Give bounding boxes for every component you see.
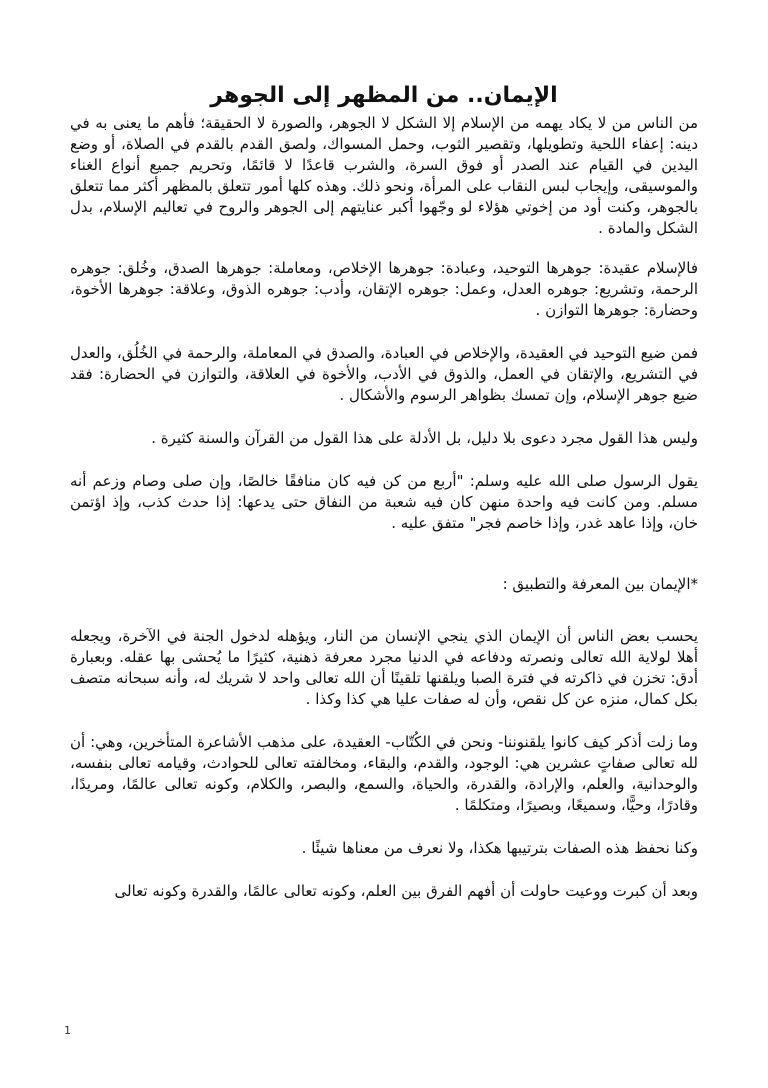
- paragraph-essence-list: فالإسلام عقيدة: جوهرها التوحيد، وعبادة: جوهرها الإخلاص، ومعاملة: جوهرها الصدق، وخُلق: جوهره الرحمة، وتشريع: جوهره العدل، وعمل: جوهره الإتقان، وأدب: جوهره الذوق، وعلاقة: جوهرها الأخوة، وحضارة: جوهرها التوازن .: [70, 259, 698, 319]
- article-body: [70, 113, 698, 924]
- page-title: الإيمان.. من المظهر إلى الجوهر: [210, 82, 558, 108]
- paragraph-loss-of-essence: فمن ضيع التوحيد في العقيدة، والإخلاص في العبادة، والصدق في المعاملة، والرحمة في الخُلُق، والعدل في التشريع، والإتقان في العمل، والذوق في الأدب، والأخوة في العلاقة، والتوازن في الحضارة: فقد ضيع جوهر الإسلام، وإن تمسك بظواهر الرسوم والأشكال .: [70, 344, 698, 404]
- paragraph-ashari-attributes: وما زلت أذكر كيف كانوا يلقنوننا- ونحن في الكُتّاب- العقيدة، على مذهب الأشاعرة المتأخرين، وهي: أن لله تعالى صفاتٍ عشرين هي: الوجود، والقدم، والبقاء، ومخالفته تعالى للحوادث، وقيامه تعالى بنفسه، والوحدانية، والعلم، والإرادة، والقدرة، والحياة، والسمع، والبصر، والكلام، وكونه تعالى عالمًا، ومريدًا، وقادرًا، وحيًّا، وسميعًا، وبصيرًا، ومتكلمًا .: [70, 733, 698, 814]
- paragraph-understanding: وبعد أن كبرت ووعيت حاولت أن أفهم الفرق بين العلم، وكونه تعالى عالمًا، والقدرة وكونه تعالى: [114, 882, 698, 900]
- paragraph-hadith: يقول الرسول صلى الله عليه وسلم: "أربع من كن فيه كان منافقًا خالصًا، وإن صلى وصام وزعم أنه مسلم. ومن كانت فيه واحدة منهن كان فيه شعبة من النفاق حتى يدعها: إذا حدث كذب، وإذ اؤتمن خان، وإذا عاهد غدر، وإذا خاصم فجر" متفق عليه .: [70, 472, 698, 532]
- paragraph-intro: من الناس من لا يكاد يهمه من الإسلام إلا الشكل لا الجوهر، والصورة لا الحقيقة؛ فأهم ما يعنى به في دينه: إعفاء اللحية وتطويلها، وتقصير الثوب، وحمل المسواك، ولصق القدم بالقدم في الصلاة، أو وضع اليدين في القيام عند الصدر أو فوق السرة، والشرب قاعدًا لا قائمًا، وتحريم جميع أنواع الغناء والموسيقى، وإيجاب لبس النقاب على المرأة، ونحو ذلك. وهذه كلها أمور تتعلق بالمظهر أكثر مما تتعلق بالجوهر، وكنت أود من إخوتي هؤلاء لو وجّهوا أكبر عنايتهم إلى الجوهر والروح في تعاليم الإسلام، بدل الشكل والمادة .: [70, 114, 698, 237]
- paragraph-evidence: وليس هذا القول مجرد دعوى بلا دليل، بل الأدلة على هذا القول من القرآن والسنة كثيرة .: [151, 429, 698, 447]
- section-heading: *الإيمان بين المعرفة والتطبيق :: [502, 575, 698, 593]
- page-number: 1: [64, 1024, 71, 1037]
- paragraph-faith-knowledge: يحسب بعض الناس أن الإيمان الذي ينجي الإنسان من النار، ويؤهله لدخول الجنة في الآخرة، ويجعله أهلا لولاية الله تعالى ونصرته ودفاعه في الدنيا مجرد معرفة ذهنية، كثيرًا ما يُحشى بها عقله. وبعبارة أدق: تخزن في ذاكرته في فترة الصبا ويلقنها تلقينًا أن الله تعالى واحد لا شريك له، وأنه سبحانه متصف بكل كمال، منزه عن كل نقص، وأن له صفات عليا هي كذا وكذا .: [70, 627, 698, 708]
- paragraph-memorization: وكنا نحفظ هذه الصفات بترتيبها هكذا، ولا نعرف من معناها شيئًا .: [301, 839, 698, 857]
